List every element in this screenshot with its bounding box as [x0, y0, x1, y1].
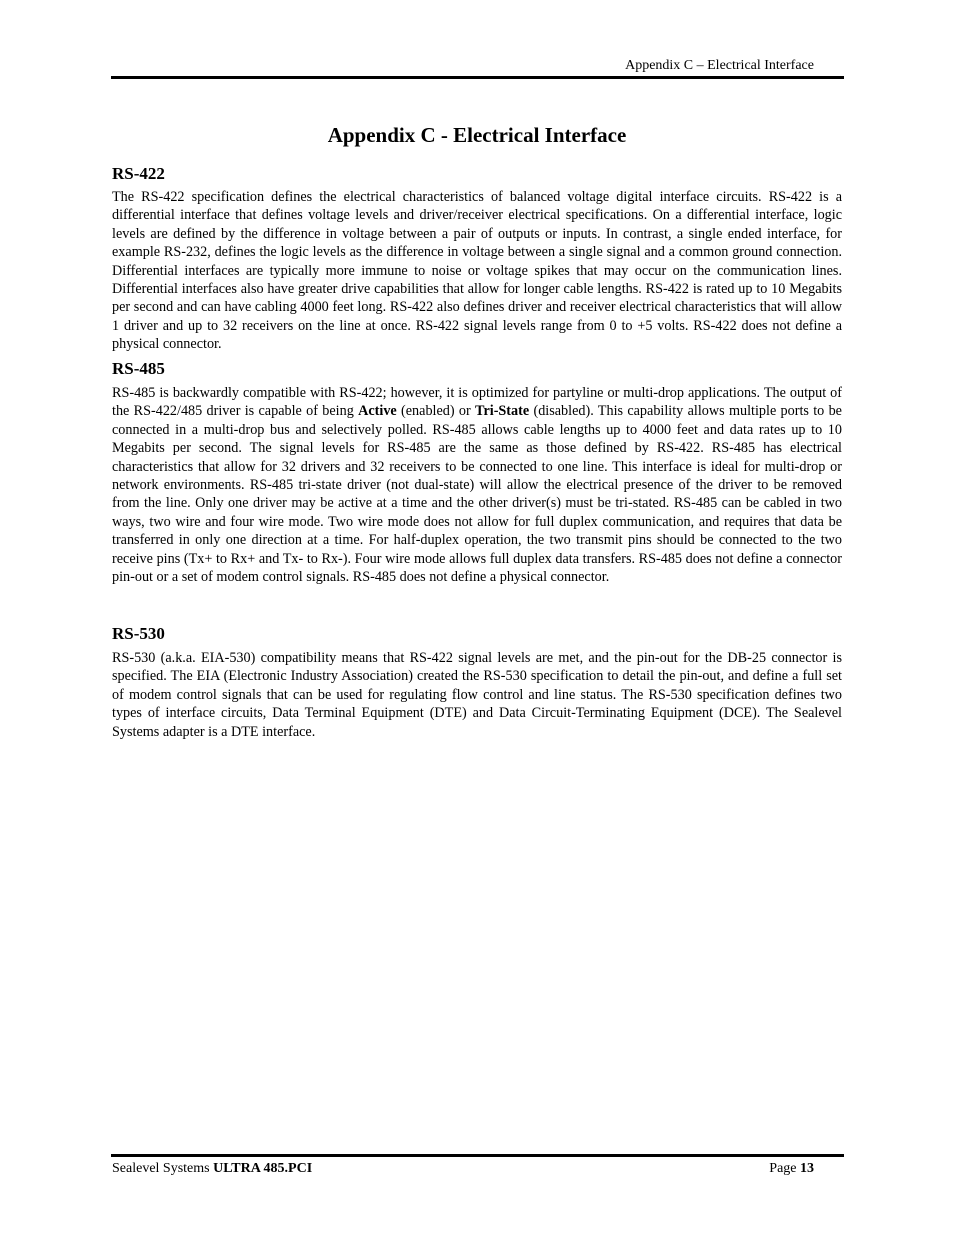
footer-page — [769, 1160, 814, 1177]
rs485-text-part1: RS-485 is backwardly compatible with RS-422; however, it is optimized for partyline or multi-drop applications. The output of the RS-422/485 driver is capable of being — [112, 385, 842, 420]
section-heading-rs422: RS-422 — [112, 164, 165, 183]
rs485-bold-active: Active — [358, 403, 397, 420]
section-heading-rs485: RS-485 — [112, 359, 165, 378]
running-header: Appendix C – Electrical Interface — [625, 58, 814, 73]
section-heading-rs530: RS-530 — [112, 624, 165, 643]
rs485-bold-tristate: Tri-State — [475, 403, 530, 420]
header-rule — [111, 76, 844, 79]
footer-page-number: 13 — [800, 1161, 814, 1176]
paragraph-rs485 — [112, 384, 842, 586]
paragraph-rs530: RS-530 (a.k.a. EIA-530) compatibility means that RS-422 signal levels are met, and the pin-out for the DB-25 connector is specified. The EIA (Electronic Industry Association) created the RS-530 specification to detail the pin-out, and define a full set of modem control signals that can be used for regulating flow control and line status. The RS-530 specification defines two types of interface circuits, Data Terminal Equipment (DTE) and Data Circuit-Terminating Equipment (DCE). The Sealevel Systems adapter is a DTE interface. — [112, 650, 842, 740]
footer-company: Sealevel Systems — [112, 1161, 214, 1176]
page-title: Appendix C - Electrical Interface — [327, 123, 627, 147]
footer-product — [112, 1160, 312, 1177]
rs485-text-part2: (enabled) or — [396, 403, 476, 420]
footer-rule — [111, 1154, 844, 1157]
footer-product-name: ULTRA 485.PCI — [213, 1161, 313, 1176]
footer-page-label: Page — [769, 1161, 800, 1176]
paragraph-rs422: The RS-422 specification defines the electrical characteristics of balanced voltage digital interface circuits. RS-422 is a differential interface that defines voltage levels and driver/receiver electrical specifications. On a differential interface, logic levels are defined by the difference in voltage between a pair of outputs or inputs. In contrast, a single ended interface, for example RS-232, defines the logic levels as the difference in voltage between a single signal and a common ground connection. Differential interfaces are typically more immune to noise or voltage spikes that may occur on the communication lines. Differential interfaces also have greater drive capabilities that allow for longer cable lengths. RS-422 is rated up to 10 Megabits per second and can have cabling 4000 feet long. RS-422 also defines driver and receiver electrical characteristics that will allow 1 driver and up to 32 receivers on the line at once. RS-422 signal levels range from 0 to +5 volts. RS-422 does not define a physical connector. — [112, 189, 842, 353]
rs485-text-part3: (disabled). This capability allows multiple ports to be connected in a multi-drop bus and selectively polled. RS-485 allows cable lengths up to 4000 feet and data rates up to 10 Megabits per second. The signal levels for RS-485 are the same as those defined by RS-422. RS-485 has electrical characteristics that allow for 32 drivers and 32 receivers to be connected to one line. This interface is ideal for multi-drop or network environments. RS-485 tri-state driver (not dual-state) will allow the electrical presence of the driver to be removed from the line. Only one driver may be active at a time and the other driver(s) must be tri-stated. RS-485 can be cabled in two ways, two wire and four wire mode. Two wire mode does not allow for full duplex communication, and requires that data be transferred in only one direction at a time. For half-duplex operation, the two transmit pins should be connected to the two receive pins (Tx+ to Rx+ and Tx- to Rx-). Four wire mode allows full duplex data transfers. RS-485 does not define a connector pin-out or a set of modem control signals. RS-485 does not define a physical connector. — [112, 403, 842, 586]
